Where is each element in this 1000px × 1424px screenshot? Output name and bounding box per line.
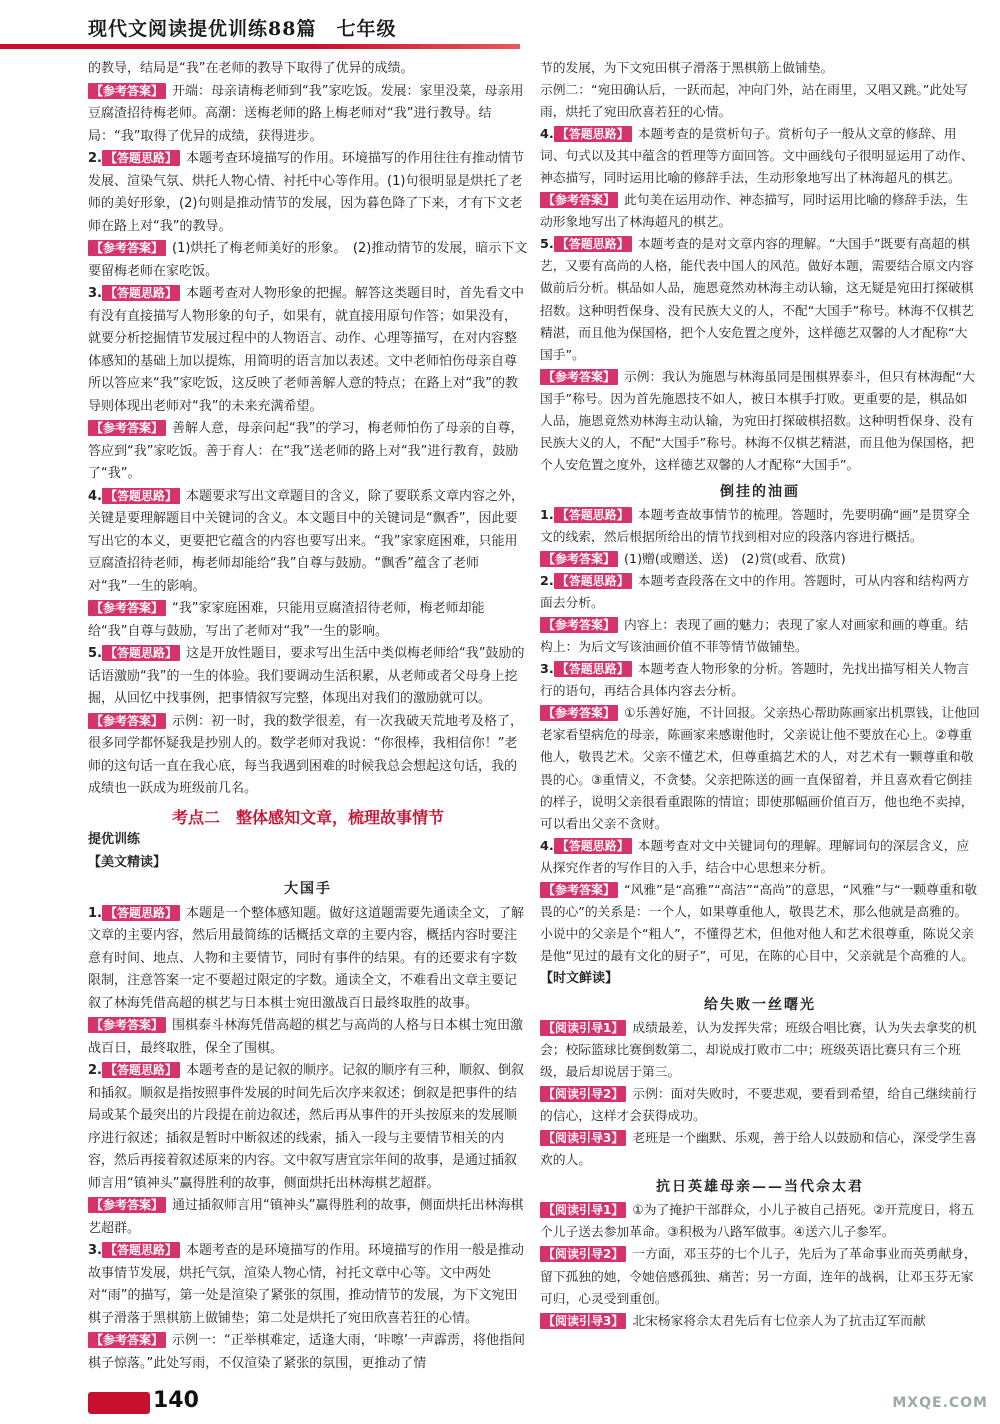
question-number: 3. — [540, 662, 554, 678]
question-block — [540, 505, 980, 549]
paragraph: 节的发展，为下文宛田棋子滑落于黑棋筋上做铺垫。 — [540, 61, 834, 76]
guide-text: 老班是一个幽默、乐观，善于给人以鼓励和信心，深受学生喜欢的人。 — [540, 1131, 977, 1169]
guide-text: 一方面，邓玉芬的七个儿子，先后为了革命事业而英勇献身，留下孤独的她，令她倍感孤独、痛苦；另一方面，连年的战祸，让邓玉芬无家可归，心灵受到重创。 — [540, 1247, 977, 1307]
question-block — [88, 1240, 528, 1330]
answer-tag: 【参考答案】 — [88, 240, 166, 256]
question-number: 3. — [88, 1243, 102, 1258]
guide-text: 北宋杨家将佘太君先后有七位亲人为了抗击辽军而献 — [632, 1313, 926, 1329]
question-block — [540, 836, 980, 880]
answer-tag: 【参考答案】 — [88, 600, 166, 616]
guide-block — [540, 1200, 980, 1244]
think-text: 本题考查故事情节的梳理。答题时，先要明确“画”是贯穿全文的线索，然后根据所给出的情节找到相对应的段落内容进行概括。 — [540, 507, 970, 545]
answer-text: 通过插叙师言用“镇神头”赢得胜利的故事，侧面烘托出林海棋艺超群。 — [88, 1198, 524, 1236]
watermark: MXQE.COM — [892, 1395, 988, 1411]
question-block — [540, 234, 980, 366]
think-tag: 【答题思路】 — [554, 126, 632, 142]
think-text: 本题考查人物形象的分析。答题时，先找出描写相关人物言行的语句，再结合具体内容去分析。 — [540, 662, 970, 700]
question-block — [540, 571, 980, 615]
answer-tag: 【参考答案】 — [88, 1332, 166, 1348]
guide-block — [540, 1084, 980, 1128]
page-number: 140 — [153, 1388, 199, 1413]
question-number: 2. — [540, 574, 554, 590]
think-text: 本题是一个整体感知题。做好这道题需要先通读全文，了解文章的主要内容，然后用最简练的话概括文章的主要内容，概括内容时要注意有时间、地点、人物和主要情节，同时有事件的结果。有的还要求有字数限制，注意答案一定不要超过限定的字数。通读全文，不难看出文章主要记叙了林海凭借高超的棋艺与日本棋士宛田激战百日最终取胜的故事。 — [88, 905, 525, 1011]
answer-tag: 【参考答案】 — [540, 192, 618, 208]
think-tag: 【答题思路】 — [102, 1062, 180, 1078]
think-text: 本题考查环境描写的作用。环境描写的作用往往有推动情节发展、渲染气氛、烘托人物心情、衬托中心等作用。(1)句很明显是烘托了老师的美好形象，(2)句则是推动情节的发展，因为暮色降了下来，才有下文老师在路上对“我”的教导。 — [88, 151, 525, 234]
answer-block — [88, 1330, 528, 1375]
think-tag: 【答题思路】 — [554, 661, 632, 677]
think-text: 这是开放性题目，要求写出生活中类似梅老师给“我”鼓励的话语激励“我”的一生的体验。我们要调动生活积累，从老师或者父母身上挖掘，从回忆中找事例，把事情叙写完整，体现出对我们的激励就可以。 — [88, 646, 525, 706]
guide-block — [540, 1128, 980, 1172]
question-number: 1. — [540, 507, 554, 523]
guide-tag: 【阅读引导1】 — [540, 1202, 626, 1218]
guide-tag: 【阅读引导3】 — [540, 1130, 626, 1146]
guide-text: ①为了掩护干部群众，小儿子被自己捂死。②开荒度日，将五个儿子送去参加革命。③积极为八路军做事。④送六儿子参军。 — [540, 1203, 974, 1241]
question-number: 4. — [540, 127, 554, 143]
question-block — [88, 486, 528, 599]
article-title: 倒挂的油画 — [720, 483, 800, 500]
think-tag: 【答题思路】 — [554, 507, 632, 523]
think-text: 本题考查的是赏析句子。赏析句子一般从文章的修辞、用词、句式以及其中蕴含的哲理等方面回答。文中画线句子很明显运用了动作、神态描写，同时运用比喻的修辞手法，生动形象地写出了林海超凡的棋艺。 — [540, 127, 974, 187]
think-tag: 【答题思路】 — [102, 488, 180, 504]
think-text: 本题考查的是环境描写的作用。环境描写的作用一般是推动故事情节发展，烘托气氛，渲染人物心情，衬托文章中心等。文中两处对“雨”的描写，第一处是渲染了紧张的氛围，推动情节的发展，为下文宛田棋子滑落于黑棋筋上做铺垫；第二处是烘托了宛田欣喜若狂的心情。 — [88, 1243, 525, 1326]
answer-tag: 【参考答案】 — [88, 713, 166, 729]
section-heading: 考点二 整体感知文章，梳理故事情节 — [171, 807, 444, 827]
answer-tag: 【参考答案】 — [540, 882, 618, 898]
question-number: 2. — [88, 151, 102, 166]
answer-tag: 【参考答案】 — [88, 420, 166, 436]
question-block — [88, 643, 528, 711]
think-tag: 【答题思路】 — [102, 1242, 180, 1258]
header-title: 现代文阅读提优训练88篇 七年级 — [88, 18, 397, 40]
answer-text: 此句美在运用动作、神态描写，同时运用比喻的修辞手法，生动形象地写出了林海超凡的棋艺。 — [540, 193, 969, 231]
guide-block — [540, 1018, 980, 1084]
answer-tag: 【参考答案】 — [540, 705, 618, 721]
answer-text: “我”家家庭困难，只能用豆腐渣招待老师，梅老师却能给“我”自尊与鼓励，写出了老师对“我”一生的影响。 — [88, 601, 485, 639]
question-number: 3. — [88, 286, 102, 301]
think-text: 本题要求写出文章题目的含义，除了要联系文章内容之外，关键是要理解题目中关键词的含义。本文题目中的关键词是“飘香”，因此要写出它的本义，更要把它蕴含的内容也要写出来。“我”家家庭困难，只能用豆腐渣招待老师，梅老师却能给“我”自尊与鼓励。“飘香”蕴含了老师对“我”一生的影响。 — [88, 488, 525, 594]
think-tag: 【答题思路】 — [102, 150, 180, 166]
guide-tag: 【阅读引导2】 — [540, 1086, 626, 1102]
think-text: 本题考查段落在文中的作用。答题时，可从内容和结构两方面去分析。 — [540, 574, 970, 612]
question-block — [88, 148, 528, 238]
left-column — [88, 58, 528, 1375]
answer-tag: 【参考答案】 — [540, 551, 618, 567]
answer-text: “风雅”是“高雅”“高洁”“高尚”的意思，“风雅”与“一颗尊重和敬畏的心”的关系是：一个人，如果尊重他人，敬畏艺术，那么他就是高雅的。小说中的父亲是个“粗人”，不懂得艺术，但他对他人和艺术很尊重，陈说父亲是他“见过的最有文化的厨子”，可见，在陈的心目中，父亲就是个高雅的人。 — [540, 882, 978, 964]
answer-text: 内容上：表现了画的魅力；表现了家人对画家和画的尊重。结构上：为后文写该油画价值不菲等情节做铺垫。 — [540, 618, 969, 656]
answer-block — [88, 1195, 528, 1240]
answer-block — [88, 711, 528, 801]
guide-text: 成绩最差，认为发挥失常；班级合唱比赛，认为失去拿奖的机会；校际篮球比赛倒数第二，却说成打败市二中；班级英语比赛只有三个班级，最后却说居于第三。 — [540, 1021, 977, 1081]
paragraph: 的教导，结局是“我”在老师的教导下取得了优异的成绩。 — [88, 61, 414, 76]
think-tag: 【答题思路】 — [102, 285, 180, 301]
answer-block — [88, 1015, 528, 1060]
answer-text: (1)烘托了梅老师美好的形象。 (2)推动情节的发展，暗示下文要留梅老师在家吃饭。 — [88, 241, 528, 279]
header-rule — [0, 44, 520, 49]
answer-block — [88, 238, 528, 283]
question-number: 4. — [88, 488, 102, 504]
question-block — [540, 124, 980, 190]
page-footer — [0, 1380, 1000, 1424]
guide-tag: 【阅读引导3】 — [540, 1313, 626, 1329]
answer-block — [540, 615, 980, 659]
answer-block — [540, 367, 980, 477]
page-header — [0, 0, 1000, 56]
think-text: 本题考查对人物形象的把握。解答这类题目时，首先看文中有没有直接描写人物形象的句子，如果有，就直接用原句作答；如果没有，就要分析挖掘情节发展过程中的人物语言、动作、心理等描写，在对内容整体感知的基础上加以提炼，用简明的语言加以表述。文中老师怕伤母亲自尊所以答应来“我”家吃饭，这反映了老师善解人意的特点；在路上对“我”的教导则体现出老师对“我”的未来充满希望。 — [88, 286, 525, 414]
question-number: 5. — [540, 237, 554, 253]
answer-text: 围棋泰斗林海凭借高超的棋艺与高尚的人格与日本棋士宛田激战百日，最终取胜，保全了围棋。 — [88, 1018, 524, 1056]
answer-text: (1)赠(或赠送、送) (2)赏(或看、欣赏) — [624, 552, 846, 568]
answer-block — [88, 81, 528, 149]
guide-tag: 【阅读引导2】 — [540, 1246, 626, 1262]
answer-block — [540, 703, 980, 835]
reading-label: 【美文精读】 — [88, 854, 167, 870]
answer-block — [88, 598, 528, 643]
answer-block — [540, 880, 980, 968]
think-tag: 【答题思路】 — [554, 236, 632, 252]
think-text: 本题考查的是对文章内容的理解。“大国手”既要有高超的棋艺，又要有高尚的人格，能代表中国人的风范。做好本题，需要结合原文内容做前后分析。棋品如人品，施恩竟然劝林海主动认输，这无疑是宛田打探破棋招数。这种明哲保身、没有民族大义的人，不配“大国手”称号。林海不仅棋艺精湛，而且他为保国格，把个人安危置之度外，这样德艺双馨的人才配称“大国手”。 — [540, 237, 974, 363]
question-number: 5. — [88, 646, 102, 661]
question-number: 2. — [88, 1063, 102, 1078]
training-label: 提优训练 — [88, 832, 141, 847]
think-text: 本题考查的是记叙的顺序。记叙的顺序有三种，顺叙、倒叙和插叙。顺叙是指按照事件发展的时间先后次序来叙述；倒叙是把事件的结局或某个最突出的片段提在前边叙述，然后再从事件的开头按原来的发展顺序进行叙述；插叙是暂时中断叙述的线索，插入一段与主要情节相关的内容，然后再接着叙述原来的内容。文中叙写唐宜宗年间的故事，是通过插叙师言用“镇神头”赢得胜利的故事，侧面烘托出林海棋艺超群。 — [88, 1063, 525, 1191]
article-title: 抗日英雄母亲——当代佘太君 — [656, 1179, 864, 1196]
guide-block — [540, 1311, 980, 1333]
answer-tag: 【参考答案】 — [88, 83, 166, 99]
guide-text: 示例：面对失败时，不要悲观，要看到希望，给自己继续前行的信心，这样才会获得成功。 — [540, 1087, 977, 1125]
answer-text: 开端：母亲请梅老师到“我”家吃饭。发展：家里没菜，母亲用豆腐渣招待梅老师。高潮：送梅老师的路上梅老师对“我”进行教导。结局：“我”取得了优异的成绩，获得进步。 — [88, 83, 524, 144]
guide-tag: 【阅读引导1】 — [540, 1020, 626, 1036]
answer-block — [540, 549, 980, 571]
answer-text: 示例：初一时，我的数学很差，有一次我破天荒地考及格了，很多同学都怀疑我是抄别人的。数学老师对我说：“你很棒，我相信你！”老师的这句话一直在我心底，每当我遇到困难的时候我总会想起这句话，我的成绩也一跃成为班级前几名。 — [88, 713, 524, 796]
answer-tag: 【参考答案】 — [88, 1197, 166, 1213]
article-title: 大国手 — [284, 881, 332, 897]
book-logo-icon — [88, 1392, 150, 1414]
guide-block — [540, 1244, 980, 1310]
answer-tag: 【参考答案】 — [540, 369, 618, 385]
paragraph: 示例二：“宛田确认后，一跃而起，冲向门外，站在雨里，又唱又跳。”此处写雨，烘托了宛田欣喜若狂的心情。 — [540, 83, 968, 121]
answer-text: ①乐善好施，不计回报。父亲热心帮助陈画家出机票钱，让他回老家看望病危的母亲，陈画家来感谢他时，父亲说让他不要放在心上。②尊重他人，敬畏艺术。父亲不懂艺术，但尊重搞艺术的人，对艺术有一颗尊重和敬畏的心。③重情义，不贪婪。父亲把陈送的画一直保留着，并且喜欢看它倒挂的样子，说明父亲很看重跟陈的情谊；即使那幅画价值百万，他也绝不卖掉，可以看出父亲不贪财。 — [540, 706, 980, 832]
answer-tag: 【参考答案】 — [88, 1017, 166, 1033]
answer-text: 示例一：“正举棋难定，适逢大雨，‘咔嚓’一声霹雳，将他指间棋子惊落。”此处写雨，不仅渲染了紧张的氛围，更推动了情 — [88, 1333, 526, 1371]
answer-block — [540, 190, 980, 234]
think-text: 本题考查对文中关键词句的理解。理解词句的深层含义，应从探究作者的写作目的入手，结合中心思想来分析。 — [540, 838, 970, 876]
question-number: 4. — [540, 838, 554, 854]
answer-tag: 【参考答案】 — [540, 617, 618, 633]
think-tag: 【答题思路】 — [102, 905, 180, 921]
right-column — [540, 58, 980, 1333]
question-block — [88, 283, 528, 418]
article-title: 给失败一丝曙光 — [704, 996, 816, 1013]
think-tag: 【答题思路】 — [554, 573, 632, 589]
question-block — [88, 903, 528, 1016]
question-block — [88, 1060, 528, 1195]
reading-label: 【时文鲜读】 — [540, 970, 619, 986]
question-number: 1. — [88, 905, 102, 921]
think-tag: 【答题思路】 — [102, 645, 180, 661]
answer-text: 示例：我认为施恩与林海虽同是围棋界泰斗，但只有林海配“大国手”称号。因为首先施恩技不如人，被日本棋手打败。更重要的是，棋品如人品，施恩竟然劝林海主动认输，为宛田打探破棋招数。这种明哲保身、没有民族大义的人，不配“大国手”称号。林海不仅棋艺精湛，而且他为保国格，把个人安危置之度外，这样德艺双馨的人才配称“大国手”。 — [540, 369, 975, 473]
answer-block — [88, 418, 528, 486]
think-tag: 【答题思路】 — [554, 838, 632, 854]
answer-text: 善解人意，母亲问起“我”的学习，梅老师怕伤了母亲的自尊，答应到“我”家吃饭。善于育人：在“我”送老师的路上对“我”进行教育，鼓励了“我”。 — [88, 421, 524, 481]
question-block — [540, 659, 980, 703]
